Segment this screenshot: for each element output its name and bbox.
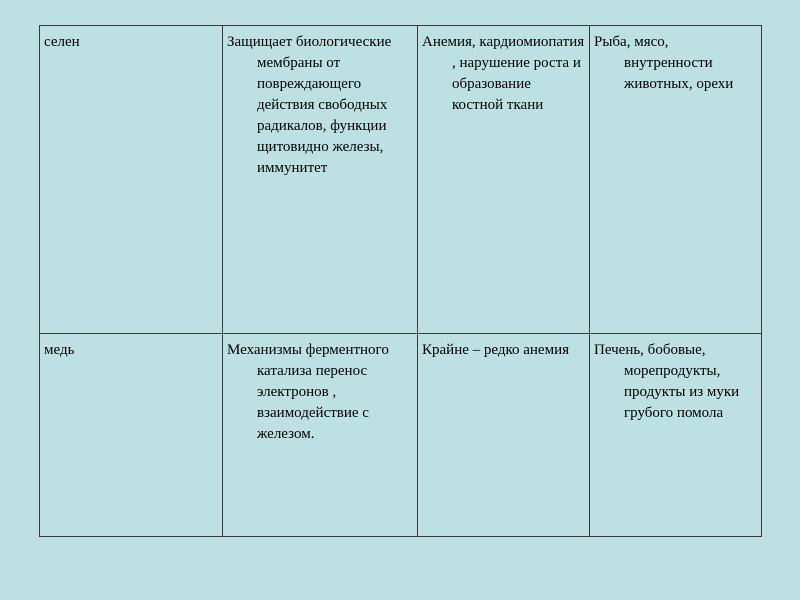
- element-cell: [40, 334, 223, 537]
- element-cell: [40, 26, 223, 334]
- sources-cell: [590, 334, 762, 537]
- function-text: Механизмы ферментного катализа перенос электронов , взаимодействие с железом.: [227, 342, 389, 442]
- function-cell: [223, 26, 418, 334]
- deficiency-cell: [418, 26, 590, 334]
- table-row: [40, 334, 762, 537]
- function-text: Защищает биологические мембраны от повреждающего действия свободных радикалов, функции щитовидно железы, иммунитет: [227, 34, 392, 176]
- table-row: [40, 26, 762, 334]
- deficiency-text: Крайне – редко анемия: [422, 342, 570, 358]
- element-name: селен: [44, 34, 80, 50]
- deficiency-cell: [418, 334, 590, 537]
- nutrient-table: [39, 25, 762, 537]
- element-name: медь: [44, 342, 75, 358]
- function-cell: [223, 334, 418, 537]
- sources-text: Печень, бобовые, морепродукты, продукты из муки грубого помола: [594, 342, 740, 421]
- sources-cell: [590, 26, 762, 334]
- sources-text: Рыба, мясо, внутренности животных, орехи: [594, 34, 734, 92]
- deficiency-text: Анемия, кардиомиопатия , нарушение роста и образование костной ткани: [422, 34, 585, 113]
